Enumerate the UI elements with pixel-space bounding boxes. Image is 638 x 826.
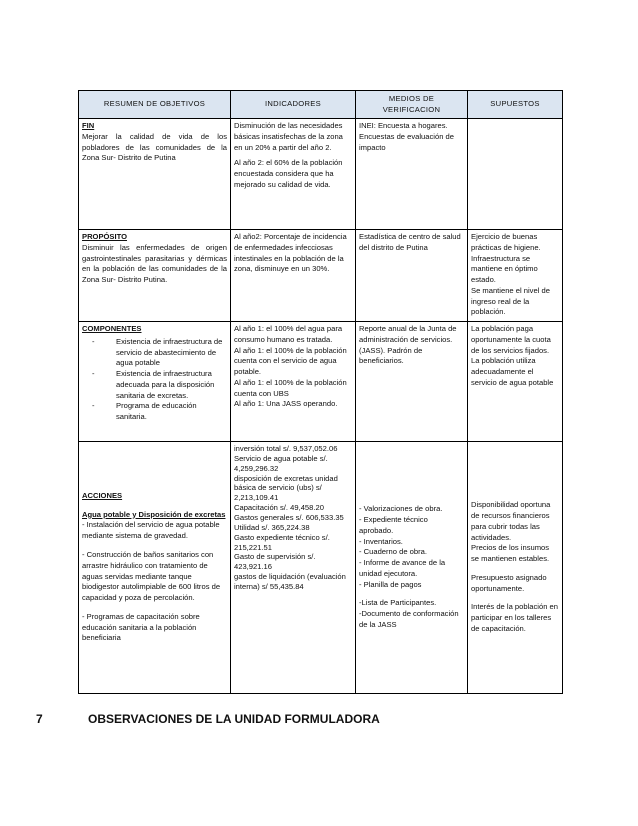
- indicator-line: Capacitación s/. 49,458.20: [234, 503, 324, 513]
- indicator-line: Gasto de supervisión s/. 423,921.16: [234, 552, 316, 572]
- supuesto-line: Precios de los insumos se mantienen estables.: [471, 543, 550, 564]
- header-supuestos: SUPUESTOS: [468, 91, 563, 119]
- logical-framework-table: [78, 90, 563, 694]
- acciones-title: ACCIONES: [82, 490, 123, 500]
- fin-title: FIN: [82, 121, 95, 130]
- proposito-medios: Estadística de centro de salud del distrito de Putina: [356, 230, 468, 322]
- fin-indicator: Disminución de las necesidades básicas insatisfechas de la zona en un 20% a partir del año 2.: [234, 121, 343, 152]
- indicator-line: Utilidad s/. 365,224.38: [234, 522, 310, 532]
- indicator-line: disposición de excretas unidad básica de servicio (ubs) s/ 2,213,109.41: [234, 473, 338, 503]
- fin-medios: INEI: Encuesta a hogares. Encuestas de evaluación de impacto: [356, 119, 468, 230]
- acciones-subtitle: Agua potable y Disposición de excretas: [82, 509, 226, 519]
- acciones-medios: [356, 442, 468, 694]
- supuesto-line: Infraestructura se mantiene en óptimo estado.: [471, 253, 538, 285]
- header-indicadores: INDICADORES: [231, 91, 356, 119]
- componentes-medios: Reporte anual de la Junta de administración de servicios. (JASS). Padrón de beneficiarios.: [356, 322, 468, 442]
- componentes-resumen: [79, 322, 231, 442]
- fin-indicadores: [231, 119, 356, 230]
- proposito-resumen: [79, 230, 231, 322]
- medio-line: - Expediente técnico aprobado.: [359, 514, 428, 535]
- medio-line: - Planilla de pagos: [359, 579, 422, 589]
- medio-line: - Inventarios.: [359, 536, 403, 546]
- indicator-line: gastos de liquidación (evaluación interna) s/ 55,435.84: [234, 572, 346, 592]
- proposito-indicadores: Al año2: Porcentaje de incidencia de enfermedades infecciosas intestinales en la población de la zona, disminuye en un 30%.: [231, 230, 356, 322]
- acciones-indicadores: [231, 442, 356, 694]
- medio-line: - Informe de avance de la unidad ejecutora.: [359, 558, 446, 578]
- indicator-line: Al año 1: el 100% de la población cuenta con el servicio de agua potable.: [234, 345, 347, 377]
- indicator-line: Gastos generales s/. 606,533.35: [234, 513, 344, 523]
- acciones-resumen: [79, 442, 231, 694]
- indicator-line: Servicio de agua potable s/. 4,259,296.32: [234, 453, 328, 473]
- componentes-title: COMPONENTES: [82, 324, 142, 333]
- medio-line: - Cuaderno de obra.: [359, 547, 427, 557]
- fin-text: Mejorar la calidad de vida de los pobladores de las comunidades de la Zona Sur- Distrito de Putina: [82, 131, 227, 163]
- accion-item: - Instalación del servicio de agua potable mediante sistema de gravedad.: [82, 520, 220, 541]
- supuesto-line: Disponibilidad oportuna de recursos financieros para cubrir todas las actividades.: [471, 500, 551, 542]
- fin-resumen: [79, 119, 231, 230]
- componentes-supuestos: La población paga oportunamente la cuota de los servicios fijados. La población utiliza adecuadamente el servicio de agua potable: [468, 322, 563, 442]
- medio-line: - Valorizaciones de obra.: [359, 504, 443, 514]
- row-acciones: [79, 442, 563, 694]
- proposito-supuestos: [468, 230, 563, 322]
- header-resumen: RESUMEN DE OBJETIVOS: [79, 91, 231, 119]
- accion-item: - Programas de capacitación sobre educación sanitaria a la población beneficiaria: [82, 611, 200, 643]
- list-item: - Programa de educación sanitaria.: [92, 401, 227, 423]
- fin-indicator: Al año 2: el 60% de la población encuestada considera que ha mejorado su calidad de vida.: [234, 158, 343, 189]
- medio-line: -Documento de conformación de la JASS: [359, 609, 459, 630]
- section-heading: [36, 712, 380, 726]
- indicator-line: Al año 1: el 100% de la población cuenta con UBS: [234, 377, 347, 398]
- fin-supuestos: [468, 119, 563, 230]
- acciones-supuestos: [468, 442, 563, 694]
- indicator-line: inversión total s/. 9,537,052.06: [234, 444, 338, 453]
- list-item: - Existencia de infraestructura de servicio de abastecimiento de agua potable: [92, 337, 227, 369]
- componentes-indicadores: [231, 322, 356, 442]
- section-number: 7: [36, 712, 43, 726]
- medio-line: -Lista de Participantes.: [359, 598, 437, 608]
- row-componentes: [79, 322, 563, 442]
- accion-item: - Construcción de baños sanitarios con arrastre hidráulico con tratamiento de aguas servidas mediante tanque biodigestor autolimpiable de 600 litros de capacidad y poza de percolación.: [82, 549, 221, 603]
- row-proposito: [79, 230, 563, 322]
- header-row: [79, 91, 563, 119]
- row-fin: [79, 119, 563, 230]
- proposito-title: PROPÓSITO: [82, 232, 128, 241]
- header-medios: MEDIOS DE VERIFICACION: [356, 91, 468, 119]
- section-title: OBSERVACIONES DE LA UNIDAD FORMULADORA: [88, 712, 380, 726]
- componentes-list: [82, 337, 227, 423]
- proposito-text: Disminuir las enfermedades de origen gastrointestinales parasitarias y dérmicas en la población de las comunidades de la Zona Sur- Distrito Putina.: [82, 242, 227, 285]
- supuesto-line: Interés de la población en participar en los talleres de capacitación.: [471, 602, 558, 634]
- indicator-line: Al año 1: Una JASS operando.: [234, 399, 338, 409]
- indicator-line: Gasto expediente técnico s/. 215,221.51: [234, 532, 330, 552]
- indicator-line: Al año 1: el 100% del agua para consumo humano es tratada.: [234, 324, 343, 344]
- supuesto-line: Ejercicio de buenas prácticas de higiene.: [471, 232, 541, 252]
- supuesto-line: Presupuesto asignado oportunamente.: [471, 572, 547, 593]
- supuesto-line: Se mantiene el nivel de ingreso real de la población.: [471, 285, 550, 317]
- list-item: - Existencia de infraestructura adecuada para la disposición sanitaria de excretas.: [92, 369, 227, 401]
